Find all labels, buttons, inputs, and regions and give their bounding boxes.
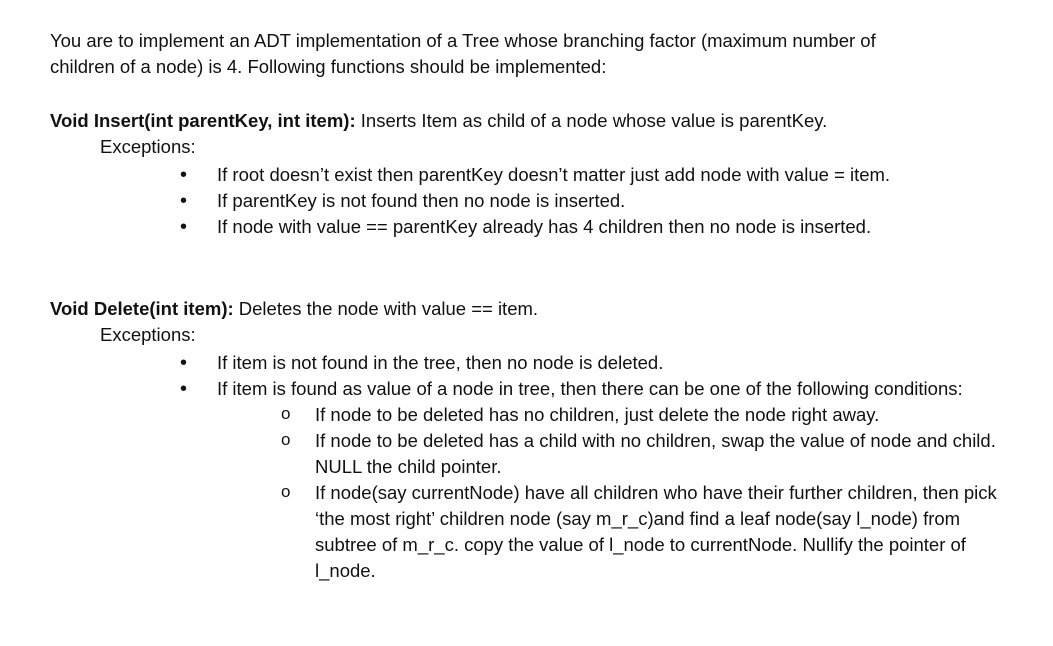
document-body xyxy=(50,28,1010,584)
intro-line-2: children of a node) is 4. Following functions should be implemented: xyxy=(50,56,607,77)
list-item: • If node with value == parentKey already has 4 children then no node is inserted. xyxy=(217,214,1010,240)
delete-description: Deletes the node with value == item. xyxy=(233,298,539,319)
delete-exceptions-label: Exceptions: xyxy=(100,324,196,345)
insert-exceptions-list xyxy=(50,162,1010,240)
delete-conditions-list xyxy=(217,402,1010,584)
intro-paragraph xyxy=(50,28,1010,80)
insert-signature: Void Insert(int parentKey, int item): xyxy=(50,110,356,131)
sub-list-item: o If node(say currentNode) have all children who have their further children, then pick ‘the most right’ children node (say m_r_c)and find a leaf node(say l_node) from subtree of m_r_c. copy the value of l_node to currentNode. Nullify the pointer of l_node. xyxy=(315,480,1010,584)
insert-section xyxy=(50,108,1010,240)
sub-list-item: o If node to be deleted has no children, just delete the node right away. xyxy=(315,402,1010,428)
section-spacer xyxy=(50,240,1010,296)
list-item: • If parentKey is not found then no node is inserted. xyxy=(217,188,1010,214)
insert-description: Inserts Item as child of a node whose value is parentKey. xyxy=(355,110,828,131)
delete-section xyxy=(50,296,1010,584)
delete-signature: Void Delete(int item): xyxy=(50,298,234,319)
delete-heading xyxy=(50,296,1010,322)
intro-line-1: You are to implement an ADT implementation of a Tree whose branching factor (maximum number of xyxy=(50,30,876,51)
insert-heading xyxy=(50,108,1010,134)
list-item: • If root doesn’t exist then parentKey doesn’t matter just add node with value = item. xyxy=(217,162,1010,188)
insert-exceptions-label: Exceptions: xyxy=(100,136,196,157)
list-item: • If item is not found in the tree, then no node is deleted. xyxy=(217,350,1010,376)
list-item-text: If item is found as value of a node in tree, then there can be one of the following conditions: xyxy=(217,378,963,399)
sub-list-item: o If node to be deleted has a child with no children, swap the value of node and child. NULL the child pointer. xyxy=(315,428,1010,480)
delete-exceptions-list xyxy=(50,350,1010,584)
list-item xyxy=(217,376,1010,584)
